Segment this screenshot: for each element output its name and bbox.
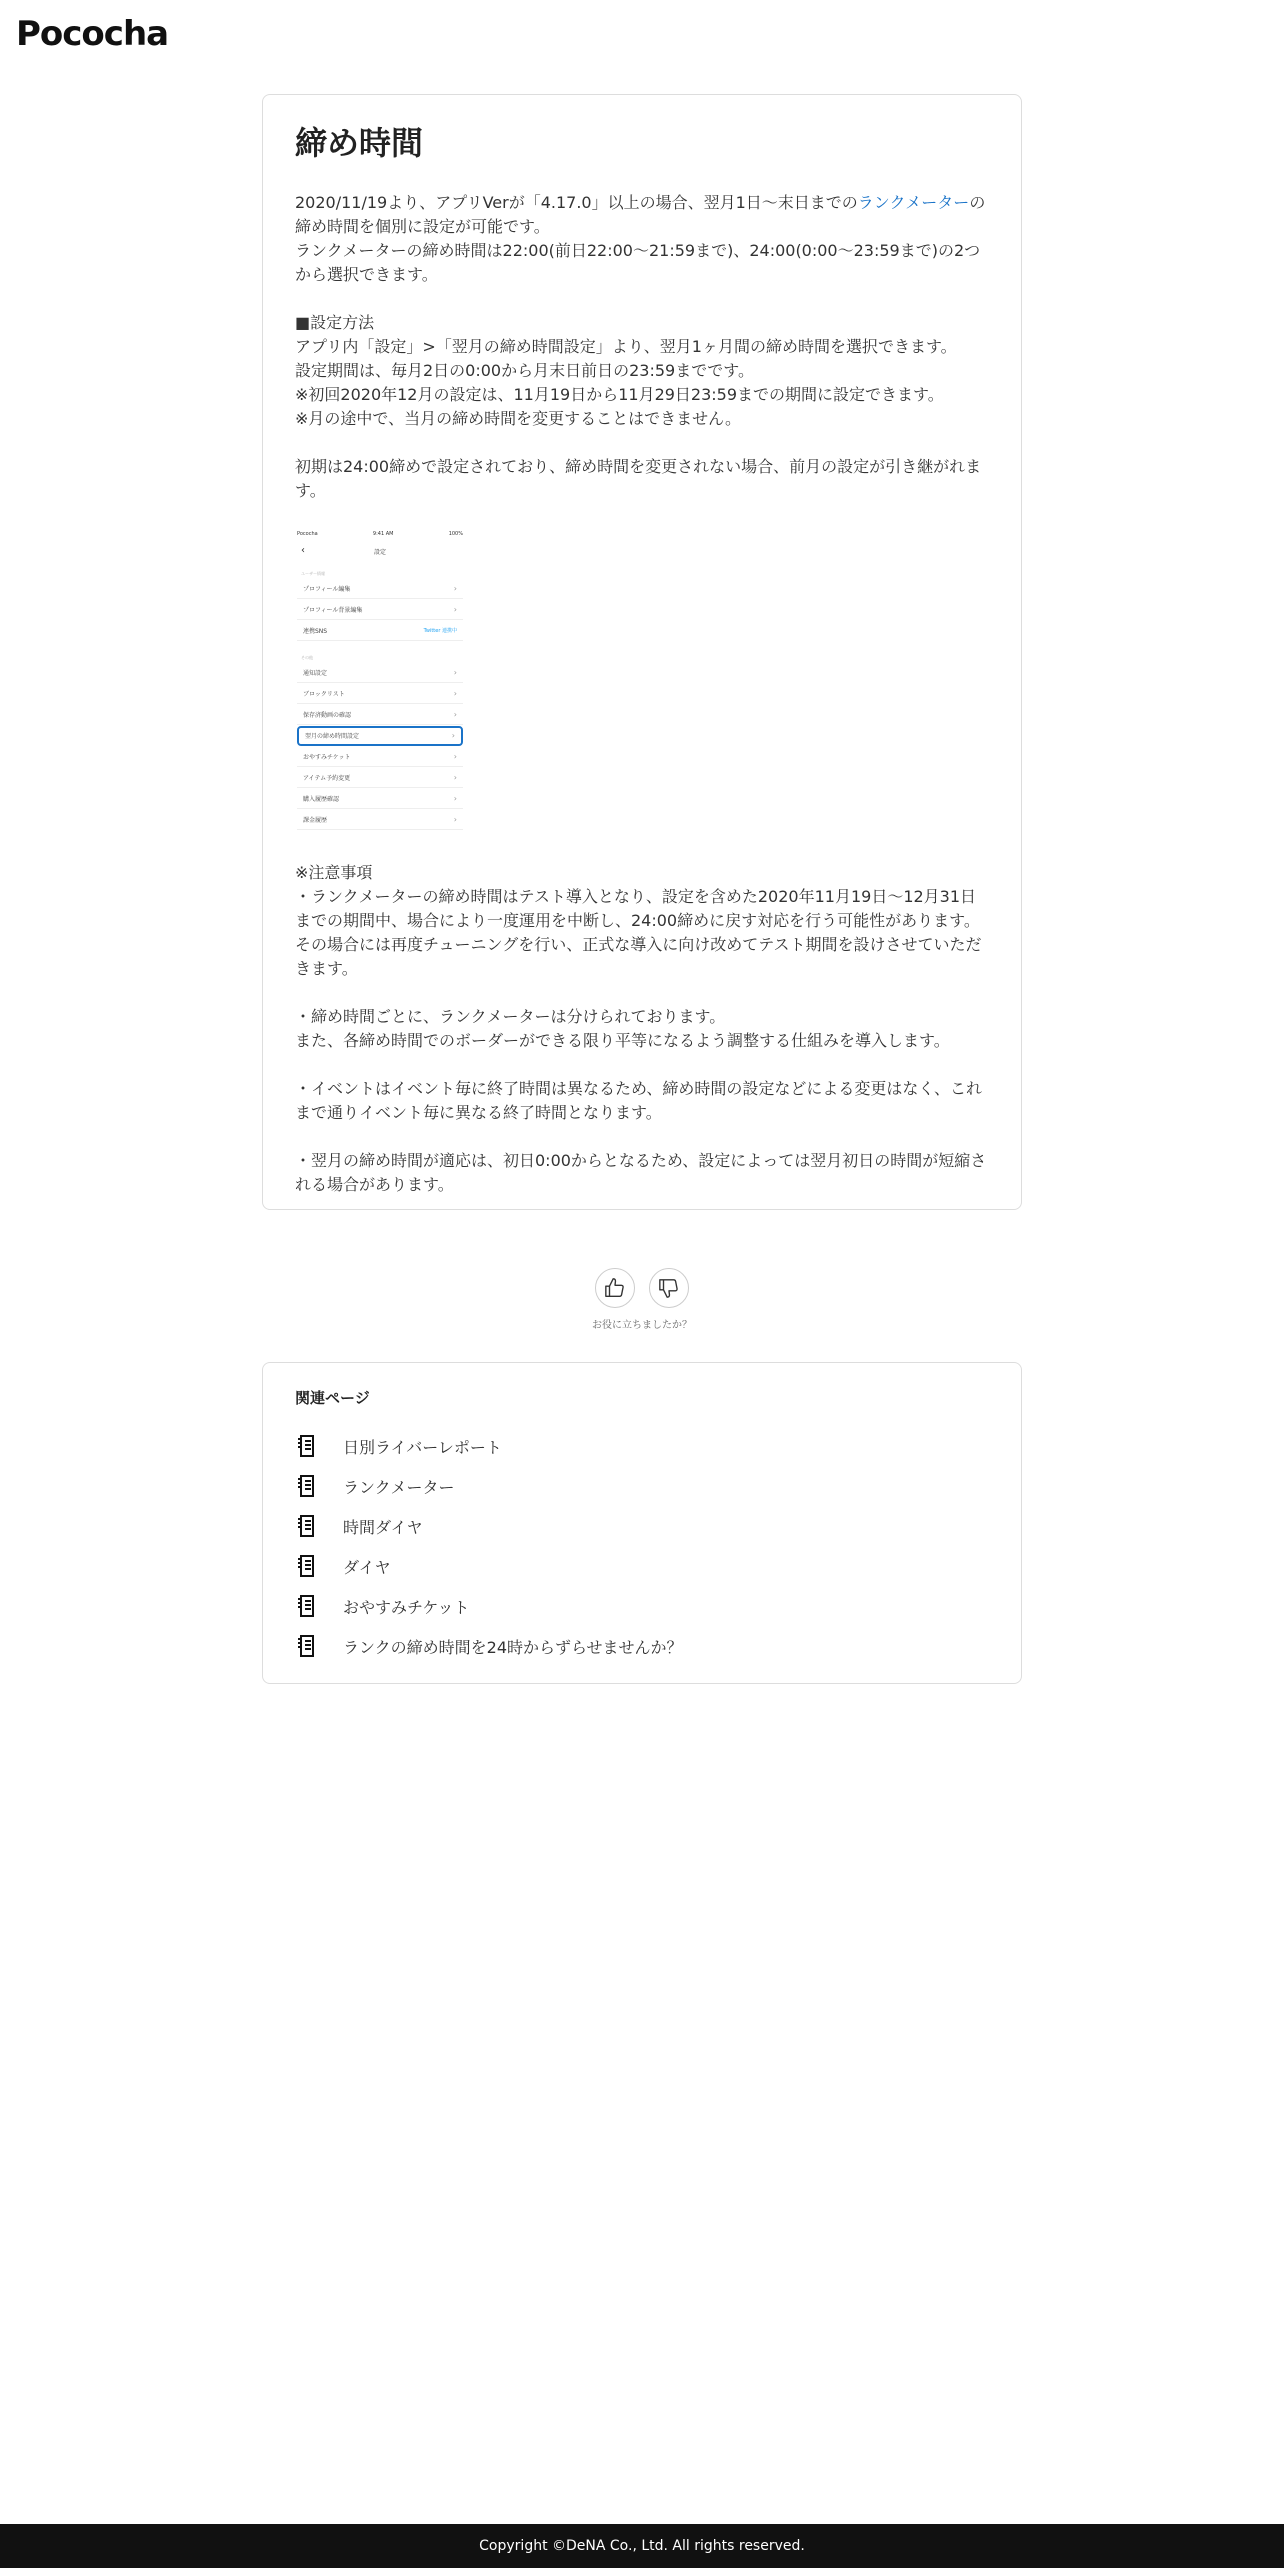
phone-row xyxy=(297,768,463,788)
related-link-label: 日別ライバーレポート xyxy=(343,1437,502,1457)
site-footer xyxy=(0,2524,1284,2568)
thumbs-up-icon xyxy=(604,1277,626,1299)
intro-line-2: ランクメーターの締め時間は22:00(前日22:00～21:59まで)、24:00(0:00～23:59まで)の2つから選択できます。 xyxy=(295,240,981,284)
related-link-item[interactable] xyxy=(295,1506,989,1546)
phone-row-label: ブロックリスト xyxy=(303,690,345,698)
related-link-item[interactable] xyxy=(295,1546,989,1586)
phone-row-label: 保存済動画の確認 xyxy=(303,711,352,719)
settings-line: ※月の途中で、当月の締め時間を変更することはできません。 xyxy=(295,408,742,428)
chevron-right-icon: › xyxy=(453,709,457,719)
default-note: 初期は24:00締めで設定されており、締め時間を変更されない場合、前月の設定が引き継がれます。 xyxy=(295,456,982,500)
note-text: ・締め時間ごとに、ランクメーターは分けられております。 xyxy=(295,1006,726,1026)
rank-meter-link[interactable]: ランクメーター xyxy=(857,192,970,212)
related-link-item[interactable] xyxy=(295,1426,989,1466)
notes-paragraph-1 xyxy=(295,861,989,981)
note-text: ・ランクメーターの締め時間はテスト導入となり、設定を含めた2020年11月19日～12月31日までの期間中、場合により一度運用を中断し、24:00締めに戻す対応を行う可能性があります。その場合には再度チューニングを行い、正式な導入に向け改めてテスト期間を設けさせていただきます。 xyxy=(295,886,982,978)
phone-row xyxy=(297,579,463,599)
related-link-item[interactable] xyxy=(295,1466,989,1506)
document-icon xyxy=(295,1554,317,1578)
chevron-right-icon: › xyxy=(453,688,457,698)
document-icon xyxy=(295,1634,317,1658)
carrier-label: Pococha xyxy=(297,530,318,537)
phone-row-label: 購入履歴確認 xyxy=(303,795,340,803)
notes-paragraph-2 xyxy=(295,1005,989,1053)
related-link-label: 時間ダイヤ xyxy=(343,1517,423,1537)
phone-row xyxy=(297,747,463,767)
intro-text-end: の締め時間を個別に設定が可能です。 xyxy=(295,192,986,236)
chevron-right-icon: › xyxy=(453,583,457,593)
settings-heading: ■設定方法 xyxy=(295,312,375,332)
chevron-right-icon: › xyxy=(453,793,457,803)
related-link-label: ダイヤ xyxy=(343,1557,391,1577)
phone-row xyxy=(297,621,463,641)
article-title: 締め時間 xyxy=(295,124,424,162)
document-icon xyxy=(295,1514,317,1538)
thumbs-down-button[interactable] xyxy=(649,1268,689,1308)
thumbs-down-icon xyxy=(658,1277,680,1299)
phone-row-label: 通知設定 xyxy=(303,669,328,677)
pococha-logo[interactable]: Pococha xyxy=(16,14,169,54)
phone-row-label: おやすみチケット xyxy=(303,753,351,761)
phone-row-label: 翌月の締め時間設定 xyxy=(305,733,360,741)
phone-row-label: プロフィール背景編集 xyxy=(303,606,363,614)
back-chevron-icon: ‹ xyxy=(301,544,305,556)
phone-row xyxy=(297,600,463,620)
phone-row-label: 連携SNS xyxy=(303,627,328,635)
twitter-status: Twitter 連携中 xyxy=(423,627,457,634)
copyright-text: Copyright ©DeNA Co., Ltd. All rights reserved. xyxy=(479,2538,805,2554)
intro-paragraph xyxy=(295,191,989,287)
phone-row xyxy=(297,663,463,683)
chevron-right-icon: › xyxy=(453,667,457,677)
intro-line-1 xyxy=(295,191,989,239)
intro-text: 2020/11/19より、アプリVerが「4.17.0」以上の場合、翌月1日～末日までの xyxy=(295,192,858,212)
feedback-question: お役に立ちましたか？ xyxy=(592,1320,692,1331)
document-icon xyxy=(295,1434,317,1458)
related-link-label: ランクの締め時間を24時からずらせませんか？ xyxy=(343,1637,683,1657)
chevron-right-icon: › xyxy=(453,772,457,782)
phone-section-label: ユーザー情報 xyxy=(301,570,325,576)
phone-row xyxy=(297,684,463,704)
settings-line: ※初回2020年12月の設定は、11月19日から11月29日23:59までの期間に設定できます。 xyxy=(295,384,944,404)
battery-label: 100% xyxy=(448,530,463,537)
phone-screen-title: 設定 xyxy=(373,548,386,556)
chevron-right-icon: › xyxy=(453,751,457,761)
note-text: また、各締め時間でのボーダーができる限り平等になるよう調整する仕組みを導入します。 xyxy=(295,1030,950,1050)
phone-row-label: プロフィール編集 xyxy=(303,585,351,593)
site-header xyxy=(0,0,1284,66)
chevron-right-icon: › xyxy=(453,604,457,614)
notes-paragraph-3: ・イベントはイベント毎に終了時間は異なるため、締め時間の設定などによる変更はなく、これまで通りイベント毎に異なる終了時間となります。 xyxy=(295,1078,983,1122)
phone-status-bar xyxy=(297,531,463,537)
related-link-item[interactable] xyxy=(295,1626,989,1666)
phone-row xyxy=(297,810,463,830)
phone-row-highlighted xyxy=(297,726,463,746)
article-card xyxy=(262,94,1022,1210)
document-icon xyxy=(295,1474,317,1498)
related-link-item[interactable] xyxy=(295,1586,989,1626)
settings-screenshot-image xyxy=(295,527,465,837)
phone-row xyxy=(297,789,463,809)
chevron-right-icon: › xyxy=(453,814,457,824)
notes-heading: ※注意事項 xyxy=(295,862,373,882)
related-pages-card xyxy=(262,1362,1022,1684)
phone-section-label: その他 xyxy=(301,654,313,660)
phone-row-label: アイテム予約変更 xyxy=(303,774,351,782)
related-link-label: おやすみチケット xyxy=(343,1597,470,1617)
time-label: 9:41 AM xyxy=(372,530,394,537)
related-link-label: ランクメーター xyxy=(343,1477,455,1497)
phone-row-label: 課金履歴 xyxy=(303,816,328,824)
chevron-right-icon: › xyxy=(451,731,455,741)
phone-row xyxy=(297,705,463,725)
settings-line: 設定期間は、毎月2日の0:00から月末日前日の23:59までです。 xyxy=(295,360,754,380)
settings-line: アプリ内「設定」>「翌月の締め時間設定」より、翌月1ヶ月間の締め時間を選択できます。 xyxy=(295,336,957,356)
thumbs-up-button[interactable] xyxy=(595,1268,635,1308)
settings-paragraph xyxy=(295,311,989,431)
related-pages-title: 関連ページ xyxy=(295,1389,370,1407)
document-icon xyxy=(295,1594,317,1618)
feedback-section xyxy=(0,1268,1284,1338)
notes-paragraph-4: ・翌月の締め時間が適応は、初日0:00からとなるため、設定によっては翌月初日の時間が短縮される場合があります。 xyxy=(295,1150,987,1194)
